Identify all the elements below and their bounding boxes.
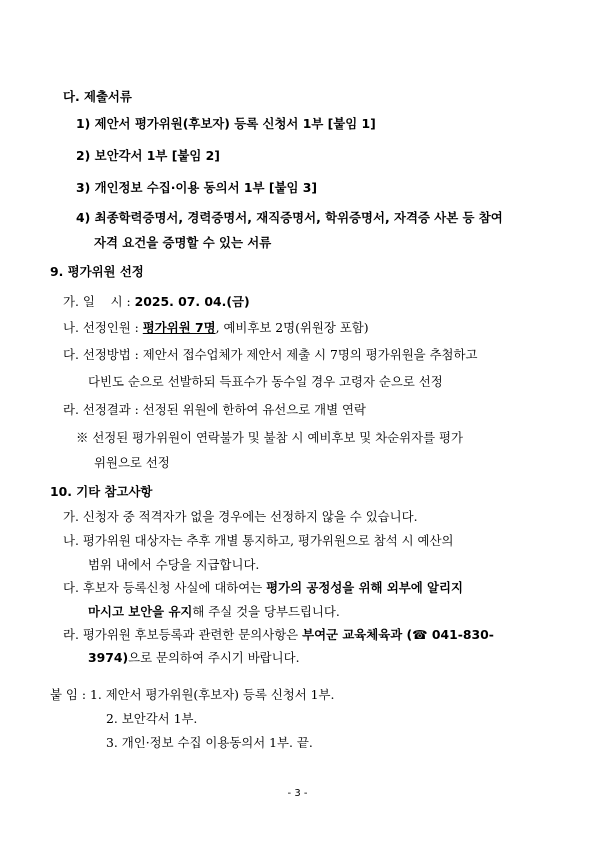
section10-heading: 10. 기타 참고사항 — [50, 484, 153, 499]
other-na-line1: 나. 평가위원 대상자는 추후 개별 통지하고, 평가위원으로 참석 시 예산의 — [63, 533, 454, 548]
other-na-line2: 범위 내에서 수당을 지급합니다. — [88, 557, 260, 572]
selection-count-label: 나. 선정인원 : — [63, 320, 143, 335]
other-ra-prefix: 라. 평가위원 후보등록과 관련한 문의사항은 — [63, 627, 303, 642]
selection-date-label: 가. 일 시 : — [63, 294, 135, 309]
selection-method-line1: 다. 선정방법 : 제안서 접수업체가 제안서 제출 시 7명의 평가위원을 추첨하고 — [63, 347, 478, 362]
selection-count-emphasis: 평가위원 7명 — [142, 320, 216, 335]
other-ga: 가. 신청자 중 적격자가 없을 경우에는 선정하지 않을 수 있습니다. — [63, 509, 418, 524]
page-number: - 3 - — [287, 788, 308, 799]
other-da-prefix: 다. 후보자 등록신청 사실에 대하여는 — [63, 580, 267, 595]
attachment-line-1 — [50, 687, 334, 703]
selection-result: 라. 선정결과 : 선정된 위원에 한하여 유선으로 개별 연락 — [63, 402, 366, 417]
other-da-suffix: 해 주실 것을 당부드립니다. — [192, 604, 340, 619]
selection-count — [63, 320, 369, 336]
submission-item-4-cont: 자격 요건을 증명할 수 있는 서류 — [94, 235, 272, 250]
submission-item-2: 2) 보안각서 1부 [붙임 2] — [76, 148, 220, 163]
section9-heading: 9. 평가위원 선정 — [50, 264, 144, 279]
other-ra-line2 — [88, 650, 300, 666]
other-ra-suffix: 으로 문의하여 주시기 바랍니다. — [128, 650, 300, 665]
other-ra-contact: 부여군 교육체육과 (☎ 041-830- — [302, 627, 494, 642]
selection-note-line2: 위원으로 선정 — [94, 455, 170, 470]
selection-date-value: 2025. 07. 04.(금) — [134, 294, 250, 309]
selection-date — [63, 294, 250, 310]
submission-item-3: 3) 개인정보 수집·이용 동의서 1부 [붙임 3] — [76, 180, 318, 195]
selection-count-rest: , 예비후보 2명(위원장 포함) — [215, 320, 369, 335]
other-ra-line1 — [63, 627, 494, 643]
other-da-line1 — [63, 580, 463, 596]
other-ra-phone-tail: 3974) — [88, 650, 129, 665]
selection-method-line2: 다빈도 순으로 선발하되 득표수가 동수일 경우 고령자 순으로 선정 — [88, 374, 443, 389]
attachment-item-2: 2. 보안각서 1부. — [106, 711, 198, 726]
submission-item-4: 4) 최종학력증명서, 경력증명서, 재직증명서, 학위증명서, 자격증 사본 등 참여 — [76, 210, 503, 225]
other-da-line2 — [88, 604, 340, 620]
attachment-item-1: 1. 제안서 평가위원(후보자) 등록 신청서 1부. — [89, 687, 335, 702]
other-da-emphasis2: 마시고 보안을 유지 — [88, 604, 193, 619]
submission-item-1: 1) 제안서 평가위원(후보자) 등록 신청서 1부 [붙임 1] — [76, 116, 376, 131]
other-da-emphasis1: 평가의 공정성을 위해 외부에 알리지 — [266, 580, 463, 595]
selection-note-line1: ※ 선정된 평가위원이 연락불가 및 불참 시 예비후보 및 차순위자를 평가 — [76, 430, 463, 445]
attachment-label: 붙 임 : — [50, 687, 90, 702]
attachment-item-3: 3. 개인·정보 수집 이용동의서 1부. 끝. — [106, 735, 313, 750]
section-da-heading: 다. 제출서류 — [63, 89, 132, 104]
